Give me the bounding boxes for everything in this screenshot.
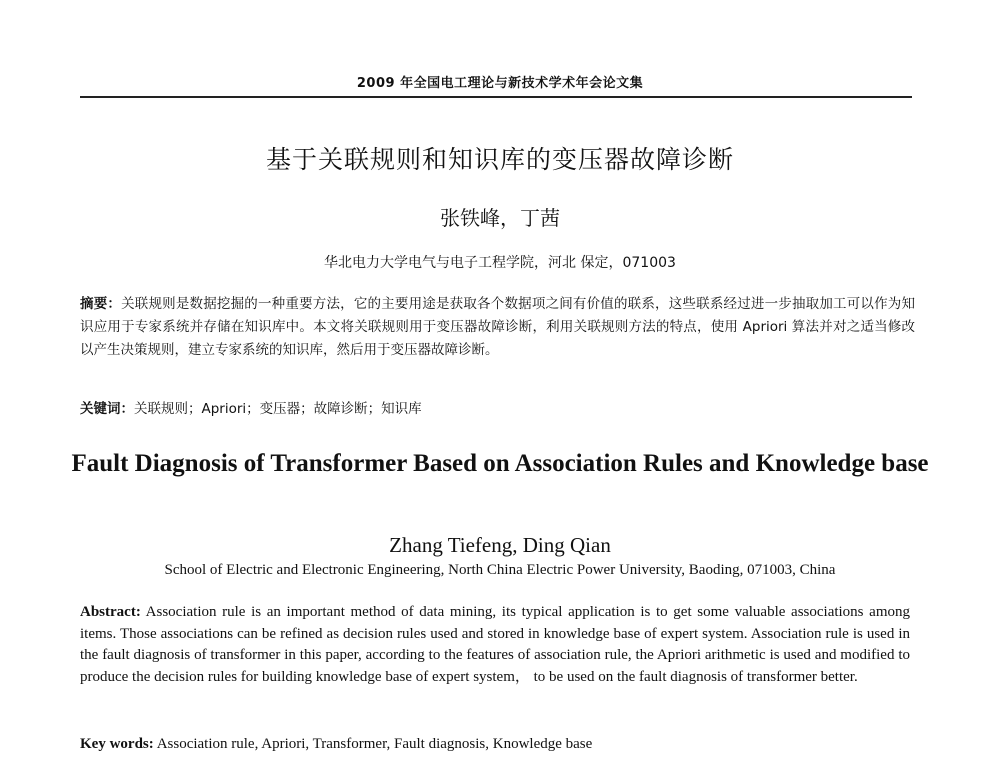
chinese-abstract — [80, 293, 915, 362]
english-affiliation: School of Electric and Electronic Engineering, North China Electric Power University, Baoding, 071003, China — [164, 562, 836, 578]
english-keywords — [80, 734, 910, 754]
chinese-abstract-label: 摘要： — [80, 296, 122, 312]
english-title: Fault Diagnosis of Transformer Based on Association Rules and Knowledge base — [71, 450, 929, 477]
chinese-authors: 张铁峰，丁茜 — [440, 206, 560, 230]
english-authors: Zhang Tiefeng, Ding Qian — [389, 533, 611, 557]
english-keywords-label: Key words: — [80, 736, 154, 752]
chinese-keywords — [80, 398, 915, 421]
chinese-keywords-text: 关联规则；Apriori；变压器；故障诊断；知识库 — [134, 401, 422, 417]
chinese-affiliation: 华北电力大学电气与电子工程学院，河北 保定，071003 — [324, 255, 676, 271]
running-header: 2009 年全国电工理论与新技术学术年会论文集 — [356, 76, 644, 91]
header-divider — [80, 96, 912, 98]
chinese-abstract-text: 关联规则是数据挖掘的一种重要方法，它的主要用途是获取各个数据项之间有价值的联系，这些联系经过进一步抽取加工可以作为知识应用于专家系统并存储在知识库中。本文将关联规则用于变压器故障诊断，利用关联规则方法的特点，使用 Apriori 算法并对之适当修改以产生决策规则，建立专家系统的知识库，然后用于变压器故障诊断。 — [80, 296, 916, 358]
english-abstract-label: Abstract: — [80, 604, 141, 620]
english-keywords-text: Association rule, Apriori, Transformer, Fault diagnosis, Knowledge base — [156, 736, 593, 752]
chinese-keywords-label: 关键词： — [80, 401, 134, 417]
chinese-title: 基于关联规则和知识库的变压器故障诊断 — [265, 145, 734, 174]
english-abstract — [80, 602, 910, 688]
english-abstract-text: Association rule is an important method of data mining, its typical application is to get some valuable associations among items. Those associations can be refined as decision rules used and stored in knowledge base of expert system. Association rule is used in the fault diagnosis of transformer in this paper, according to the features of association rule, the Apriori arithmetic is used and modified to produce the decision rules for building knowledge base of expert system， to be used on the fault diagnosis of transformer better. — [80, 604, 910, 685]
